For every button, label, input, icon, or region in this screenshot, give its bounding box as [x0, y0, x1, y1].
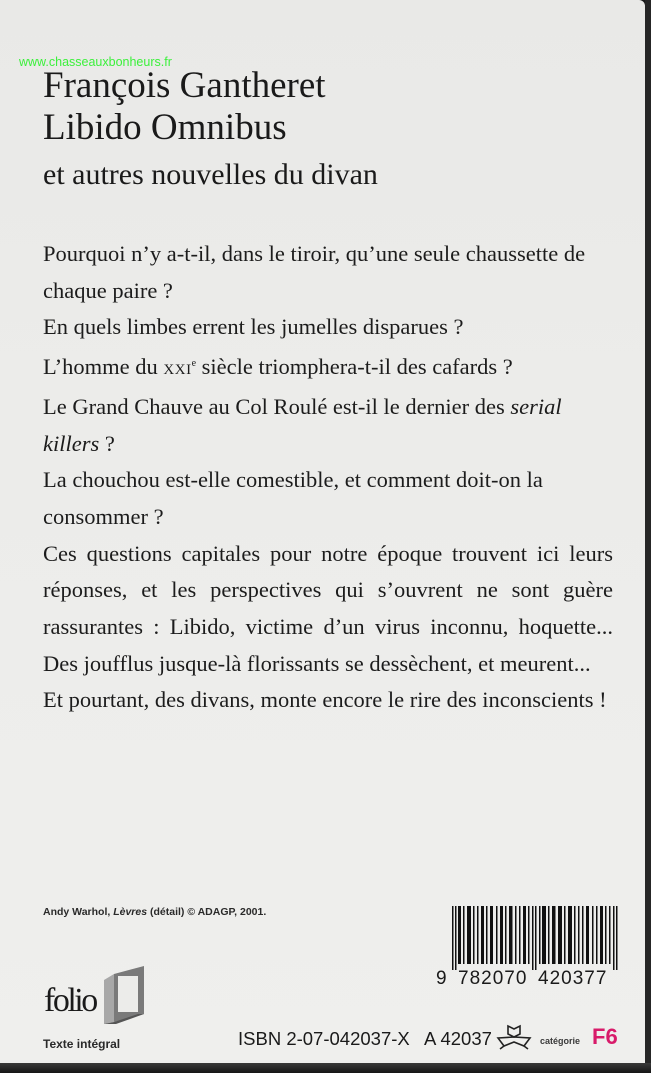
- text: siècle triomphera-t-il des cafards ?: [196, 354, 513, 380]
- blurb-question-2: En quels limbes errent les jumelles disparues ?: [43, 314, 464, 340]
- isbn: ISBN 2-07-042037-X: [238, 1028, 410, 1049]
- text: L’homme du: [43, 354, 164, 380]
- folio-book-icon: [104, 966, 146, 1024]
- folio-wordmark: folio: [44, 982, 96, 1019]
- watermark: www.chasseauxbonheurs.fr: [19, 55, 172, 69]
- blurb-question-5: La chouchou est-elle comestible, et comment doit-on la consommer ?: [43, 467, 543, 529]
- author-name: François Gantheret: [43, 65, 326, 106]
- blurb-paragraph-2: Et pourtant, des divans, monte encore le rire des inconscients !: [43, 687, 607, 713]
- text: Andy Warhol,: [43, 906, 114, 918]
- blurb-question-3: [43, 346, 613, 389]
- barcode-group-1: 782070: [458, 968, 528, 989]
- barcode-group-2: 420377: [538, 968, 608, 989]
- artwork-title: Lèvres: [113, 906, 148, 918]
- image-credit: [43, 906, 266, 918]
- text: Le Grand Chauve au Col Roulé est-il le dernier des: [43, 393, 511, 419]
- blurb-question-4: [43, 389, 613, 462]
- product-code: A 42037: [424, 1028, 492, 1049]
- century-numeral: XXI: [163, 362, 192, 379]
- text: (détail) © ADAGP, 2001.: [147, 906, 267, 918]
- cover-edge-right: [645, 0, 651, 1073]
- open-book-icon: [496, 1024, 532, 1050]
- category-label: catégorie: [540, 1036, 581, 1046]
- text: ?: [99, 430, 115, 456]
- category-value: F6: [592, 1024, 618, 1049]
- blurb: [43, 236, 613, 719]
- folio-logo: [44, 966, 144, 1026]
- edition-label: Texte intégral: [43, 1037, 121, 1051]
- barcode-first-digit: 9: [436, 968, 448, 989]
- book-subtitle: et autres nouvelles du divan: [43, 158, 378, 191]
- barcode: [452, 906, 618, 970]
- superscript: e: [191, 358, 197, 370]
- blurb-question-1: Pourquoi n’y a-t-il, dans le tiroir, qu’une seule chaussette de chaque paire ?: [43, 241, 586, 303]
- cover-edge-bottom: [0, 1063, 651, 1073]
- italic-term: serial killers: [43, 393, 562, 456]
- blurb-paragraph-1: Ces questions capitales pour notre époque trouvent ici leurs réponses, et les perspectives qui s’ouvrent ne sont guère rassurantes : Libido, victime d’un virus inconnu, hoquette... Des joufflus jusque-là florissants se dessèchent, et meurent...: [43, 540, 613, 676]
- book-title: Libido Omnibus: [43, 107, 287, 148]
